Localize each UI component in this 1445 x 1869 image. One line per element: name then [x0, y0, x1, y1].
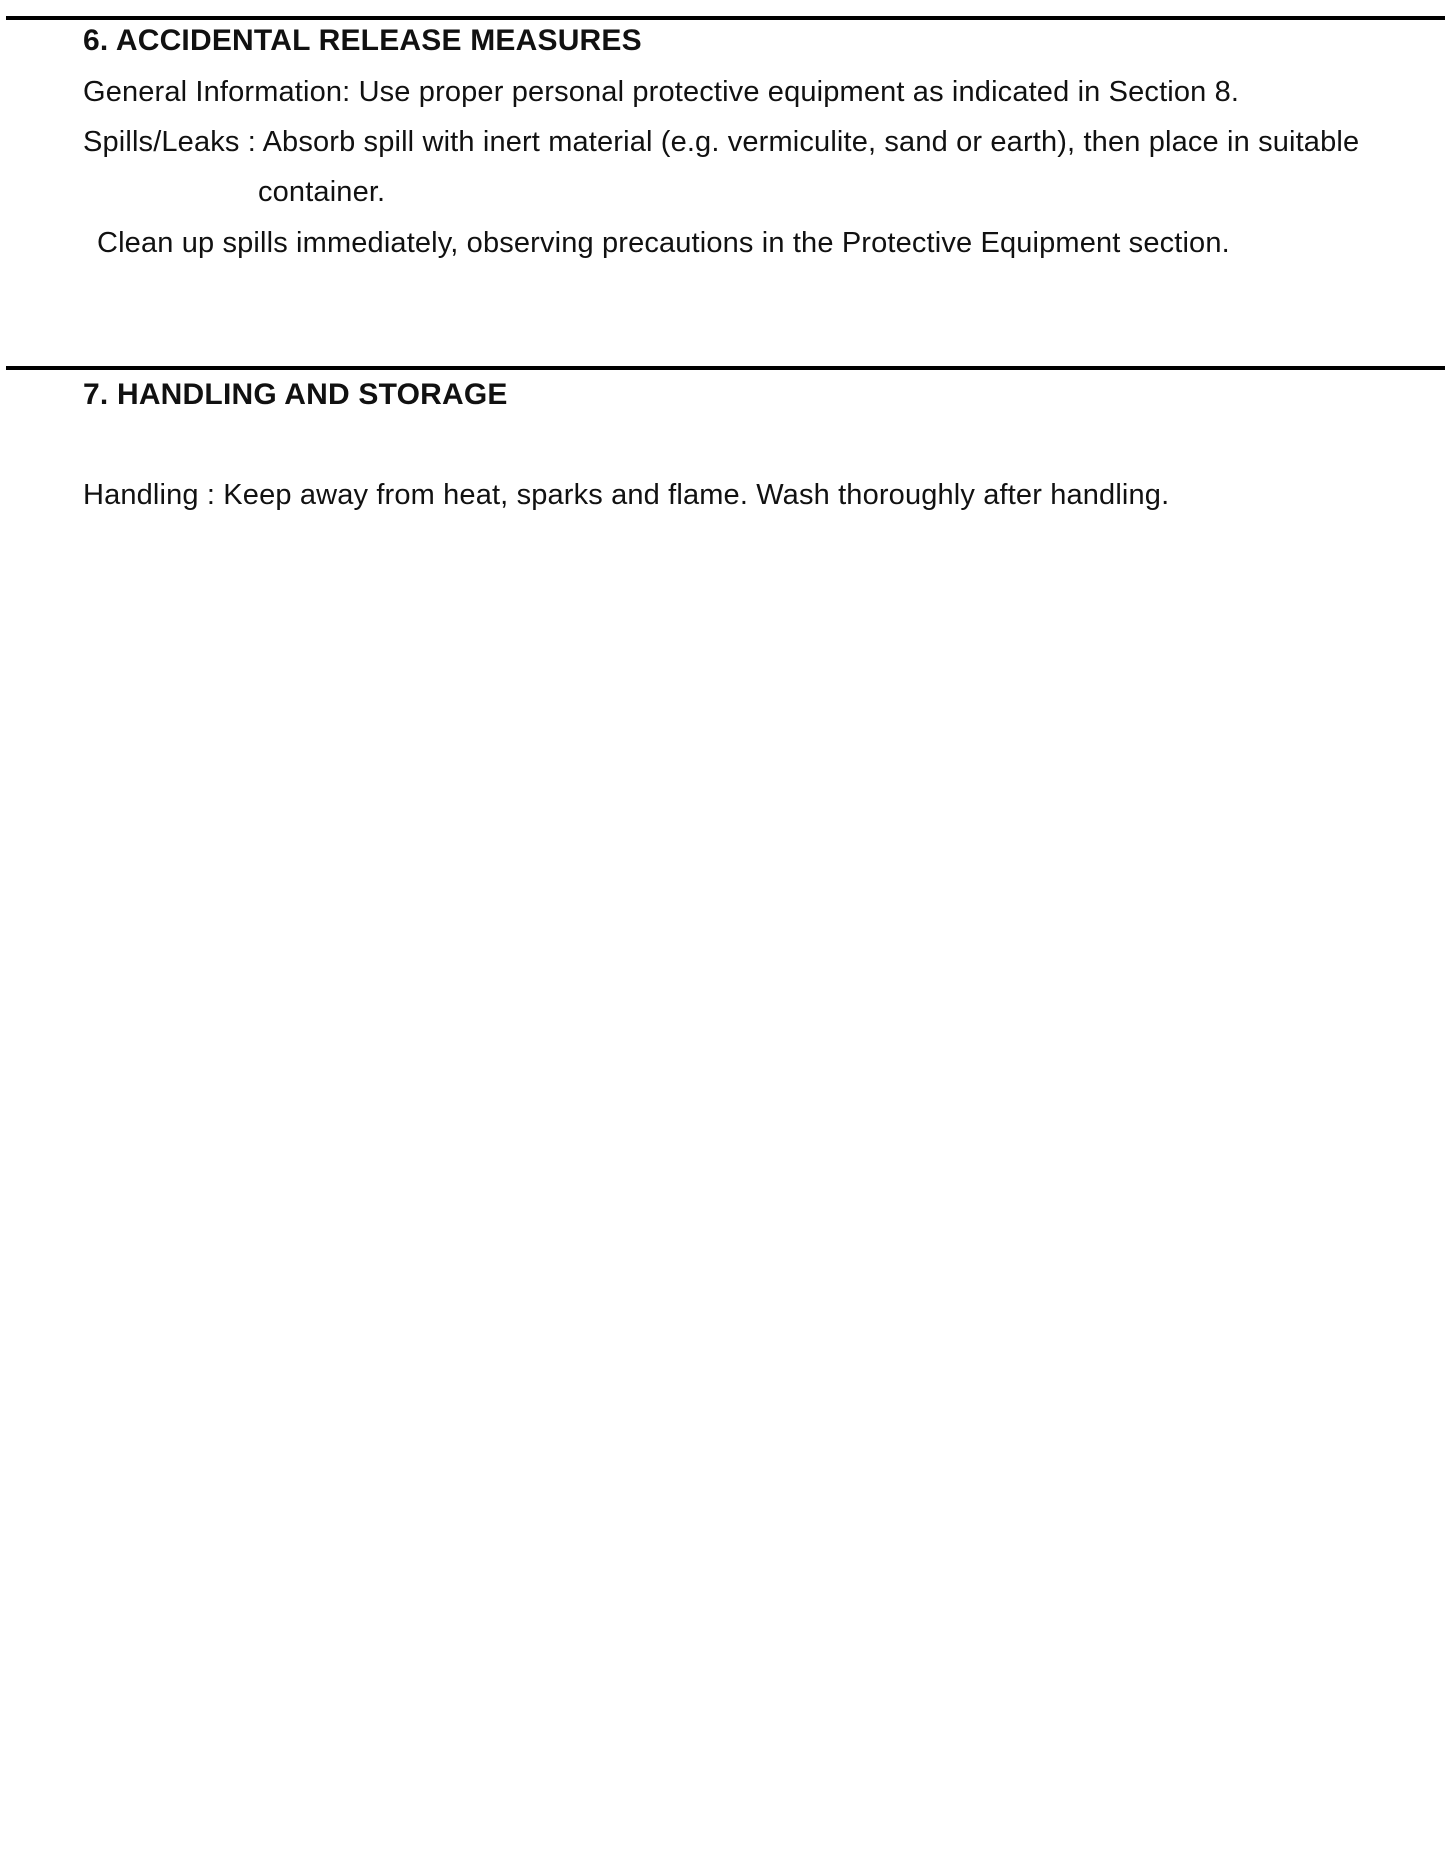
section-divider-top: [6, 16, 1445, 20]
cleanup-text: Clean up spills immediately, observing precautions in the Protective Equipment section.: [97, 227, 1230, 259]
spills-leaks-text: Spills/Leaks : Absorb spill with inert material (e.g. vermiculite, sand or earth), then place in suitable: [83, 126, 1360, 158]
spills-leaks-continuation: container.: [258, 176, 386, 208]
handling-text: Handling : Keep away from heat, sparks and flame. Wash thoroughly after handling.: [83, 479, 1170, 511]
section-7-heading: 7. HANDLING AND STORAGE: [83, 378, 508, 411]
section-6-heading: 6. ACCIDENTAL RELEASE MEASURES: [83, 24, 642, 57]
section-divider-7: [6, 366, 1445, 370]
general-information-text: General Information: Use proper personal protective equipment as indicated in Section 8.: [83, 76, 1240, 108]
